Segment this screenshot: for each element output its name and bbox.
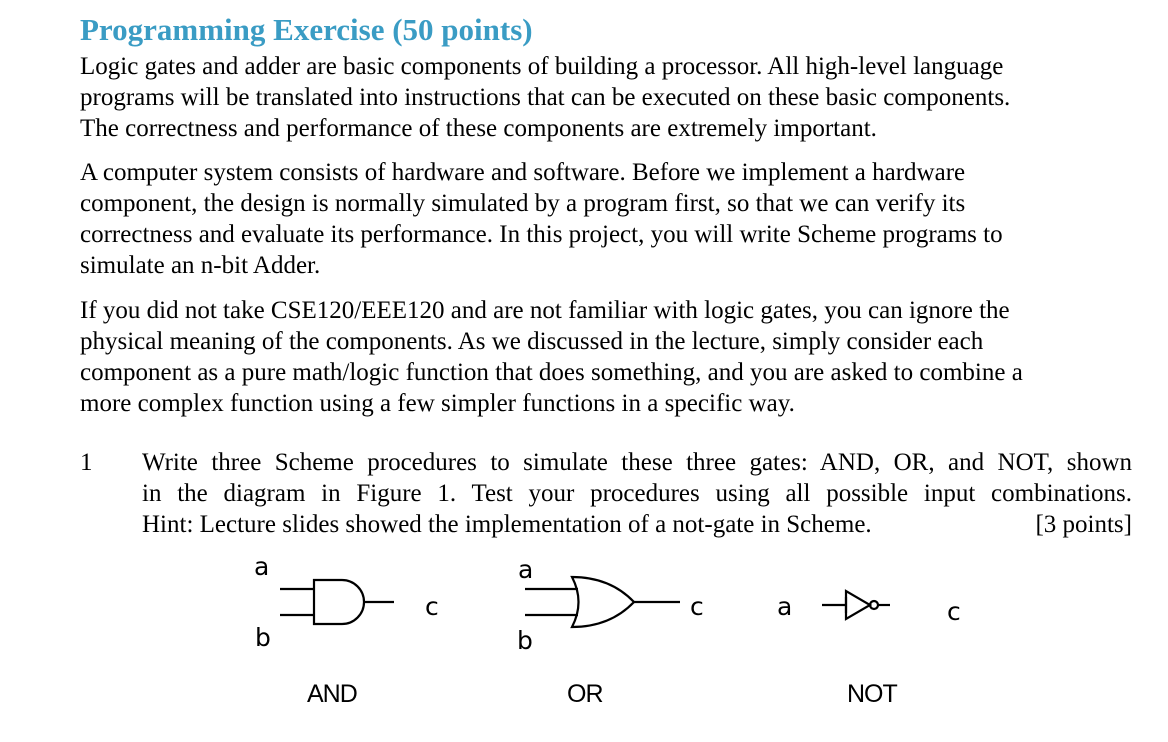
question-text [142, 447, 1132, 540]
and-gate-body [314, 580, 364, 624]
or-input-b-label: b [517, 626, 533, 655]
or-input-a-label: a [518, 555, 534, 584]
text-line: physical meaning of the components. As we discussed in the lecture, simply consider each [80, 328, 984, 355]
not-caption: NOT [847, 680, 897, 708]
text-line: Write three Scheme procedures to simulate these three gates: AND, OR, and NOT, shown [142, 449, 1132, 476]
not-gate-icon [822, 591, 890, 619]
and-input-a-label: a [254, 552, 270, 581]
and-input-b-label: b [255, 623, 271, 652]
paragraph-logic-gates [80, 295, 1140, 419]
and-caption: AND [307, 680, 357, 708]
text-line: simulate an n-bit Adder. [80, 252, 321, 279]
text-line: correctness and evaluate its performance. In this project, you will write Scheme programs to [80, 221, 1003, 248]
logic-gates-figure [0, 545, 1168, 735]
points-label: [3 points] [1035, 511, 1132, 538]
text-line: A computer system consists of hardware and software. Before we implement a hardware [80, 159, 966, 186]
or-gate-icon [525, 577, 680, 627]
or-output-label: c [690, 592, 704, 621]
text-line: in the diagram in Figure 1. Test your procedures using all possible input combinations. [142, 480, 1132, 507]
page-title: Programming Exercise (50 points) [80, 12, 533, 47]
question-number: 1 [80, 449, 93, 476]
text-line: component, the design is normally simulated by a program first, so that we can verify its [80, 190, 966, 217]
paragraph-system [80, 157, 1140, 281]
and-gate-icon [280, 580, 394, 624]
text-line: component as a pure math/logic function that does something, and you are asked to combine a [80, 359, 1023, 386]
or-gate-body [572, 577, 634, 627]
hint-text: Hint: Lecture slides showed the implementation of a not-gate in Scheme. [142, 511, 872, 538]
text-line: more complex function using a few simpler functions in a specific way. [80, 390, 795, 417]
text-line: programs will be translated into instructions that can be executed on these basic components. [80, 84, 1011, 111]
and-output-label: c [425, 592, 439, 621]
text-line: If you did not take CSE120/EEE120 and are not familiar with logic gates, you can ignore the [80, 297, 1010, 324]
text-line: The correctness and performance of these components are extremely important. [80, 115, 877, 142]
paragraph-intro [80, 51, 1140, 144]
question-hint-line [142, 509, 1132, 540]
not-output-label: c [947, 597, 961, 626]
or-caption: OR [567, 680, 603, 708]
not-gate-body [846, 591, 870, 619]
text-line: Logic gates and adder are basic components of building a processor. All high-level language [80, 53, 1004, 80]
not-input-label: a [777, 592, 793, 621]
